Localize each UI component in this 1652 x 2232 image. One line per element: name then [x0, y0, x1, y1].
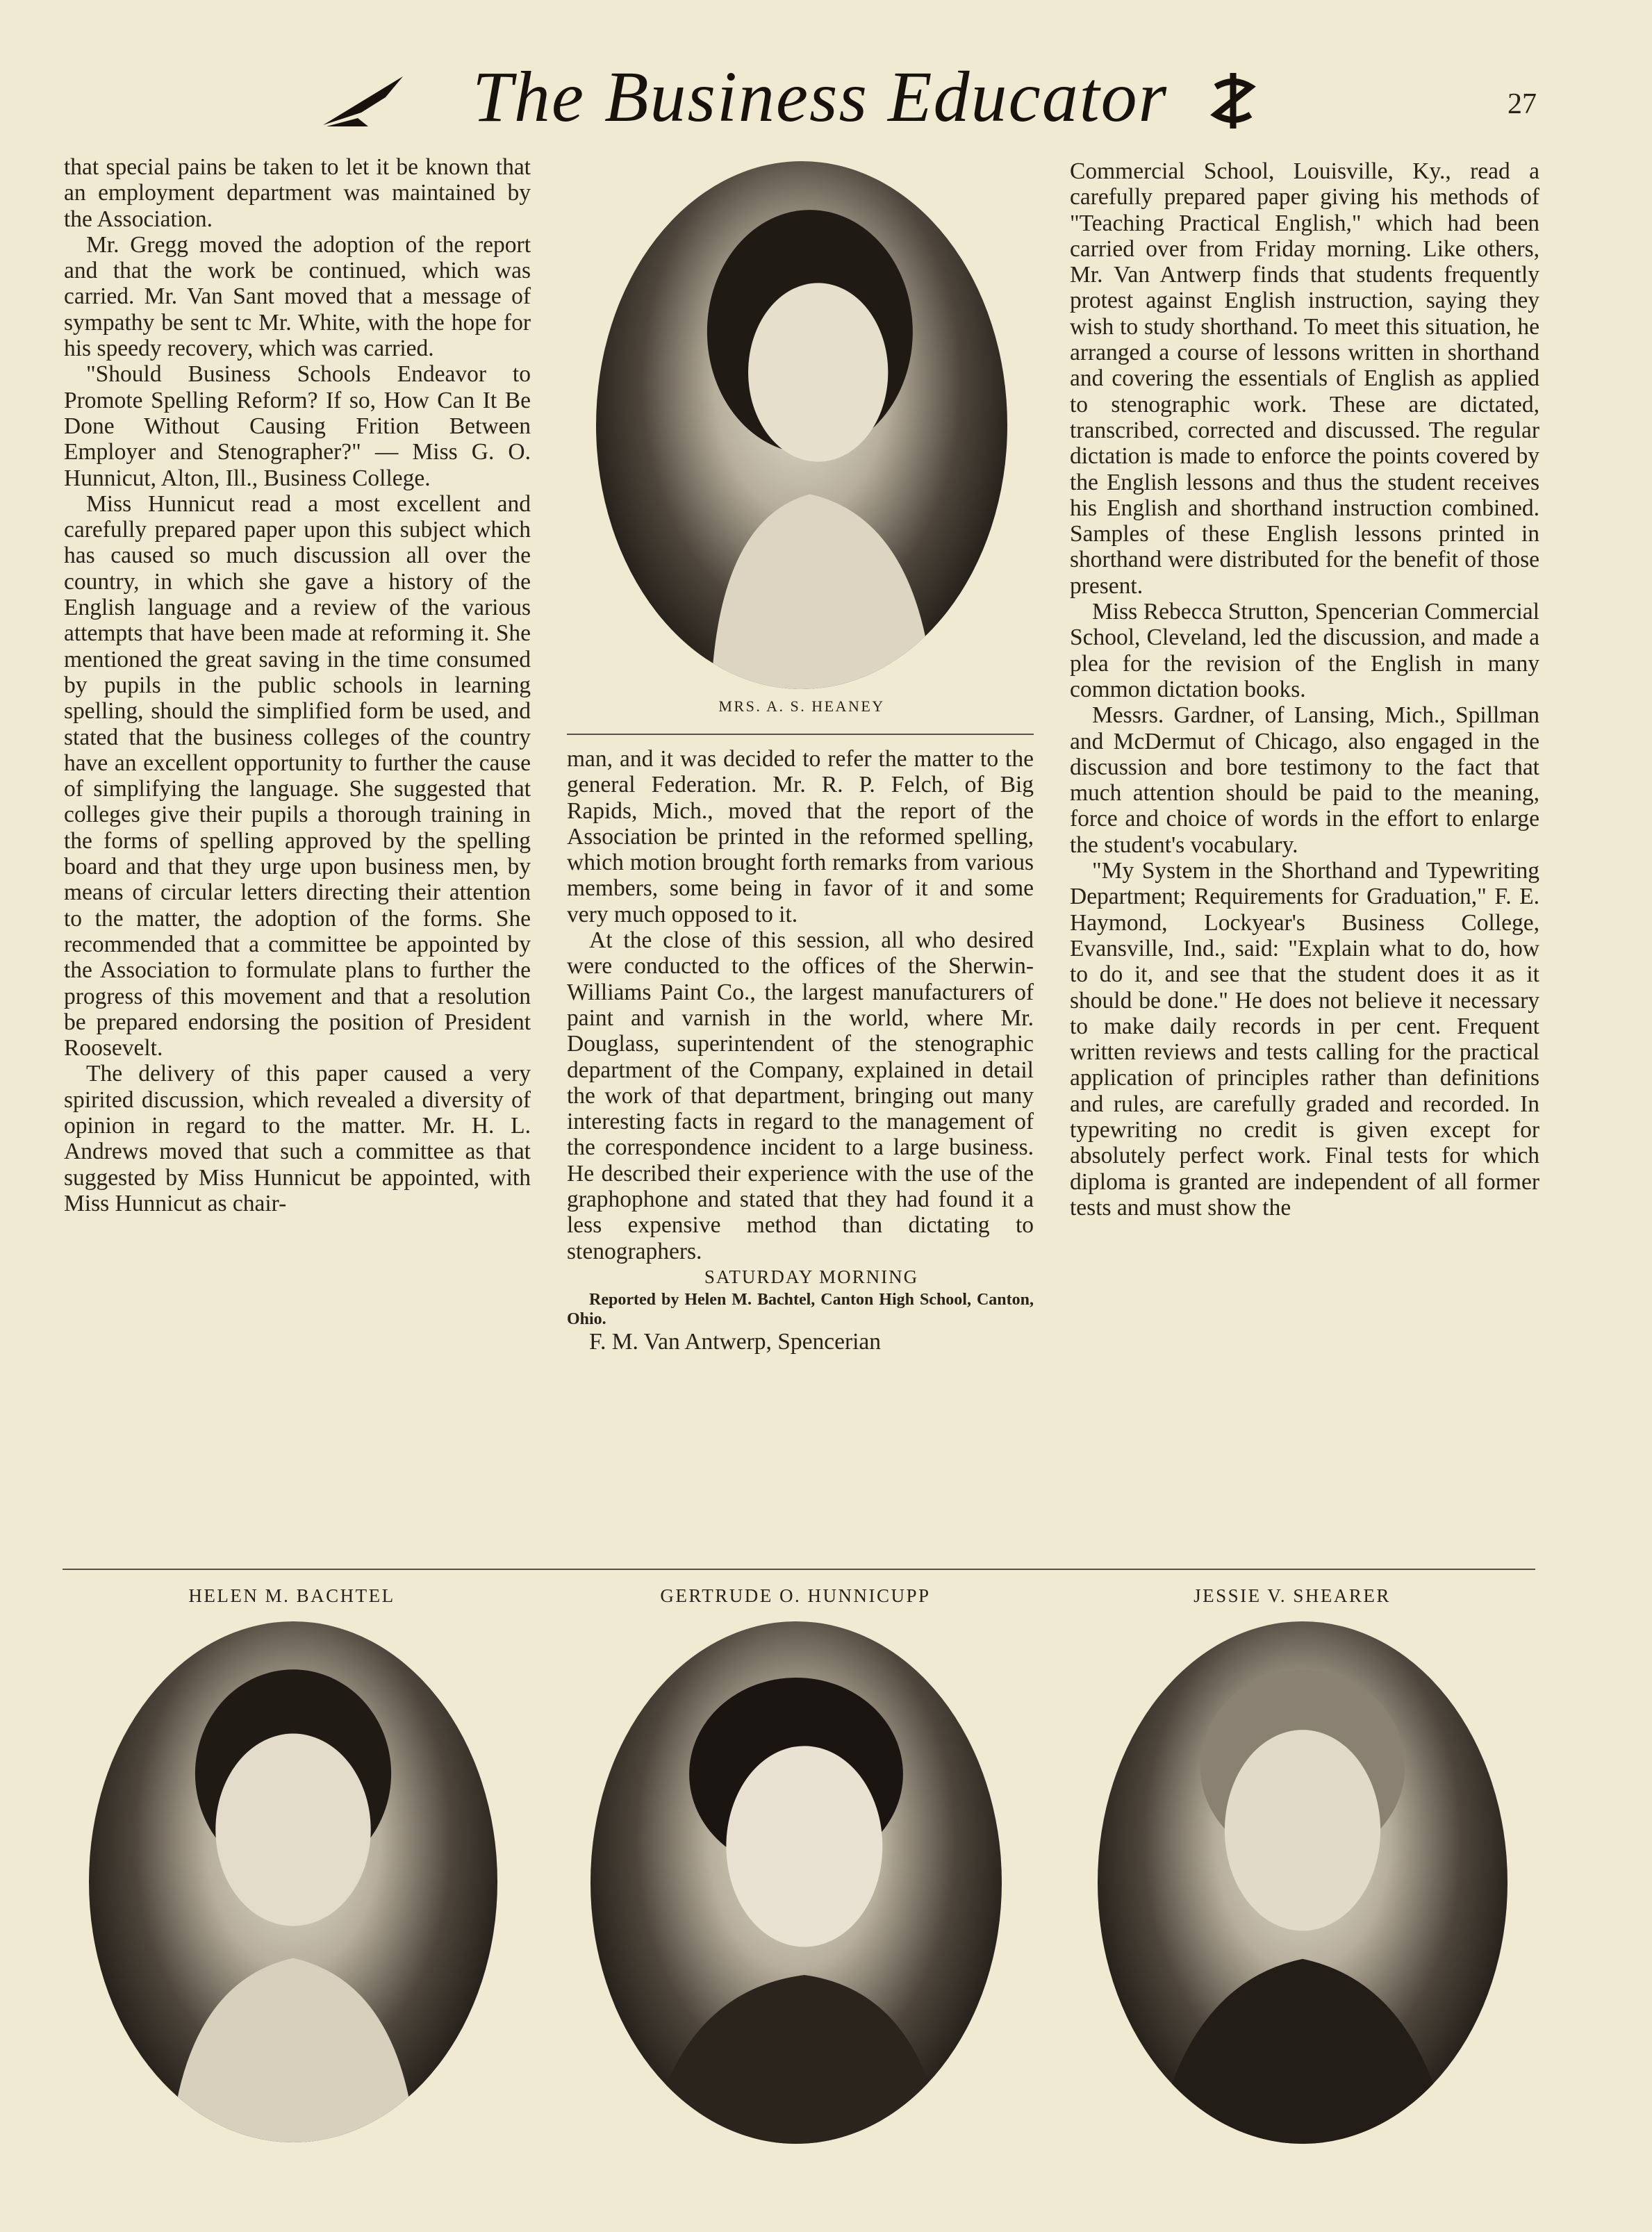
section-heading: SATURDAY MORNING	[704, 1266, 919, 1287]
paragraph: "My System in the Shorthand and Typewriting Department; Requirements for Graduation," F. E. Haymond, Lockyear's Business College, Evansville, Ind., said: "Explain what to do, how to do it, and see that the student does it as it should be done." He does not believe it necessary to make daily records in per cent. Frequent written reviews and tests calling for the practical application of principles rather than definitions and rules, are carefully graded and recorded. In typewriting no credit is given except for absolutely perfect work. Final tests for which diploma is granted are independent of all former tests and must show the	[1070, 858, 1539, 1221]
quill-pen-icon	[320, 69, 410, 132]
reporter-credit: Reported by Helen M. Bachtel, Canton High School, Canton, Ohio.	[567, 1291, 1034, 1329]
caption-bachtel: HELEN M. BACHTEL	[188, 1585, 395, 1606]
paragraph: F. M. Van Antwerp, Spencerian	[589, 1329, 882, 1355]
text-column-right	[1070, 158, 1539, 1221]
paragraph: Miss Rebecca Strutton, Spencerian Commercial School, Cleveland, led the discussion, and made a plea for the revision of the English in many common dictation books.	[1070, 599, 1539, 702]
paragraph: that special pains be taken to let it be known that an employment department was maintained by the Association.	[64, 154, 531, 232]
portrait-figure	[596, 161, 1007, 689]
text-column-left	[64, 154, 531, 1216]
portrait-hunnicupp	[590, 1621, 1002, 2144]
paragraph: Mr. Gregg moved the adoption of the report and that the work be continued, which was carried. Mr. Van Sant moved that a message of sympathy be sent tc Mr. White, with the hope for his speedy recovery, which was carried.	[64, 231, 531, 362]
paragraph: Miss Hunnicut read a most excellent and carefully prepared paper upon this subject which has caused so much discussion all over the country, in which she gave a history of the English language and a review of the various attempts that have been made at reforming it. She mentioned the great saving in the time consumed by pupils in the public schools in learning spelling, should the simplified form be used, and stated that the business colleges of the country have an excellent opportunity to further the cause of simplifying the language. She suggested that colleges give their pupils a thorough training in the forms of spelling approved by the spelling board and that they urge upon business men, by means of circular letters directing their attention to the matter, the adoption of the forms. She recommended that a committee be appointed by the Association to formulate plans to further the progress of this movement and that a resolution be prepared endorsing the position of President Roosevelt.	[64, 490, 531, 1061]
paragraph: Commercial School, Louisville, Ky., read a carefully prepared paper giving his methods of "Teaching Practical English," which had been carried over from Friday morning. Like others, Mr. Van Antwerp finds that students frequently protest against English instruction, saying they wish to study shorthand. To meet this situation, he arranged a course of lessons written in shorthand and covering the essentials of English as applied to stenographic work. These are dictated, transcribed, corrected and discussed. The regular dictation is made to enforce the points covered by the English lessons and thus the student receives his English and shorthand instruction combined. Samples of these English lessons printed in shorthand were distributed for the benefit of those present.	[1070, 158, 1539, 599]
ornament-icon	[1202, 69, 1264, 132]
caption-heaney: MRS. A. S. HEANEY	[718, 697, 885, 715]
masthead-title: The Business Educator	[472, 57, 1168, 137]
page-number: 27	[1508, 88, 1537, 120]
paragraph: The delivery of this paper caused a very spirited discussion, which revealed a diversity of opinion in regard to the matter. Mr. H. L. Andrews moved that such a committee as that suggested by Miss Hunnicut be appointed, with Miss Hunnicut as chair-	[64, 1061, 531, 1216]
paragraph: "Should Business Schools Endeavor to Promote Spelling Reform? If so, How Can It Be Done Without Causing Frition Between Employer and Stenographer?" — Miss G. O. Hunnicut, Alton, Ill., Business College.	[64, 361, 531, 491]
portrait-shearer	[1098, 1621, 1508, 2144]
caption-hunnicupp: GERTRUDE O. HUNNICUPP	[660, 1585, 931, 1606]
bottom-divider-rule	[63, 1569, 1535, 1570]
masthead	[306, 56, 1584, 139]
divider-rule	[567, 734, 1034, 735]
paragraph: Messrs. Gardner, of Lansing, Mich., Spillman and McDermut of Chicago, also engaged in the discussion and bore testimony to the fact that much attention should be paid to the meaning, force and choice of words in the effort to enlarge the student's vocabulary.	[1070, 702, 1539, 858]
portrait-figure	[1098, 1621, 1508, 2144]
paragraph: At the close of this session, all who desired were conducted to the offices of the Sherwin-Williams Paint Co., the largest manufacturers of paint and varnish in the world, where Mr. Douglass, superintendent of the stenographic department of the Company, explained in detail the work of that department, bringing out many interesting facts in regard to the management of the correspondence incident to a large business. He described their experience with the use of the graphophone and stated that they had found it a less expensive method than dictating to stenographers.	[567, 927, 1034, 1264]
caption-shearer: JESSIE V. SHEARER	[1193, 1585, 1391, 1606]
portrait-figure	[89, 1621, 497, 2142]
portrait-figure	[590, 1621, 1002, 2144]
portrait-heaney	[596, 161, 1007, 689]
portrait-bachtel	[89, 1621, 497, 2142]
text-column-center	[567, 746, 1034, 1355]
paragraph: man, and it was decided to refer the matter to the general Federation. Mr. R. P. Felch, of Big Rapids, Mich., moved that the report of the Association be printed in the reformed spelling, which motion brought forth remarks from various members, some being in favor of it and some very much opposed to it.	[567, 746, 1034, 927]
